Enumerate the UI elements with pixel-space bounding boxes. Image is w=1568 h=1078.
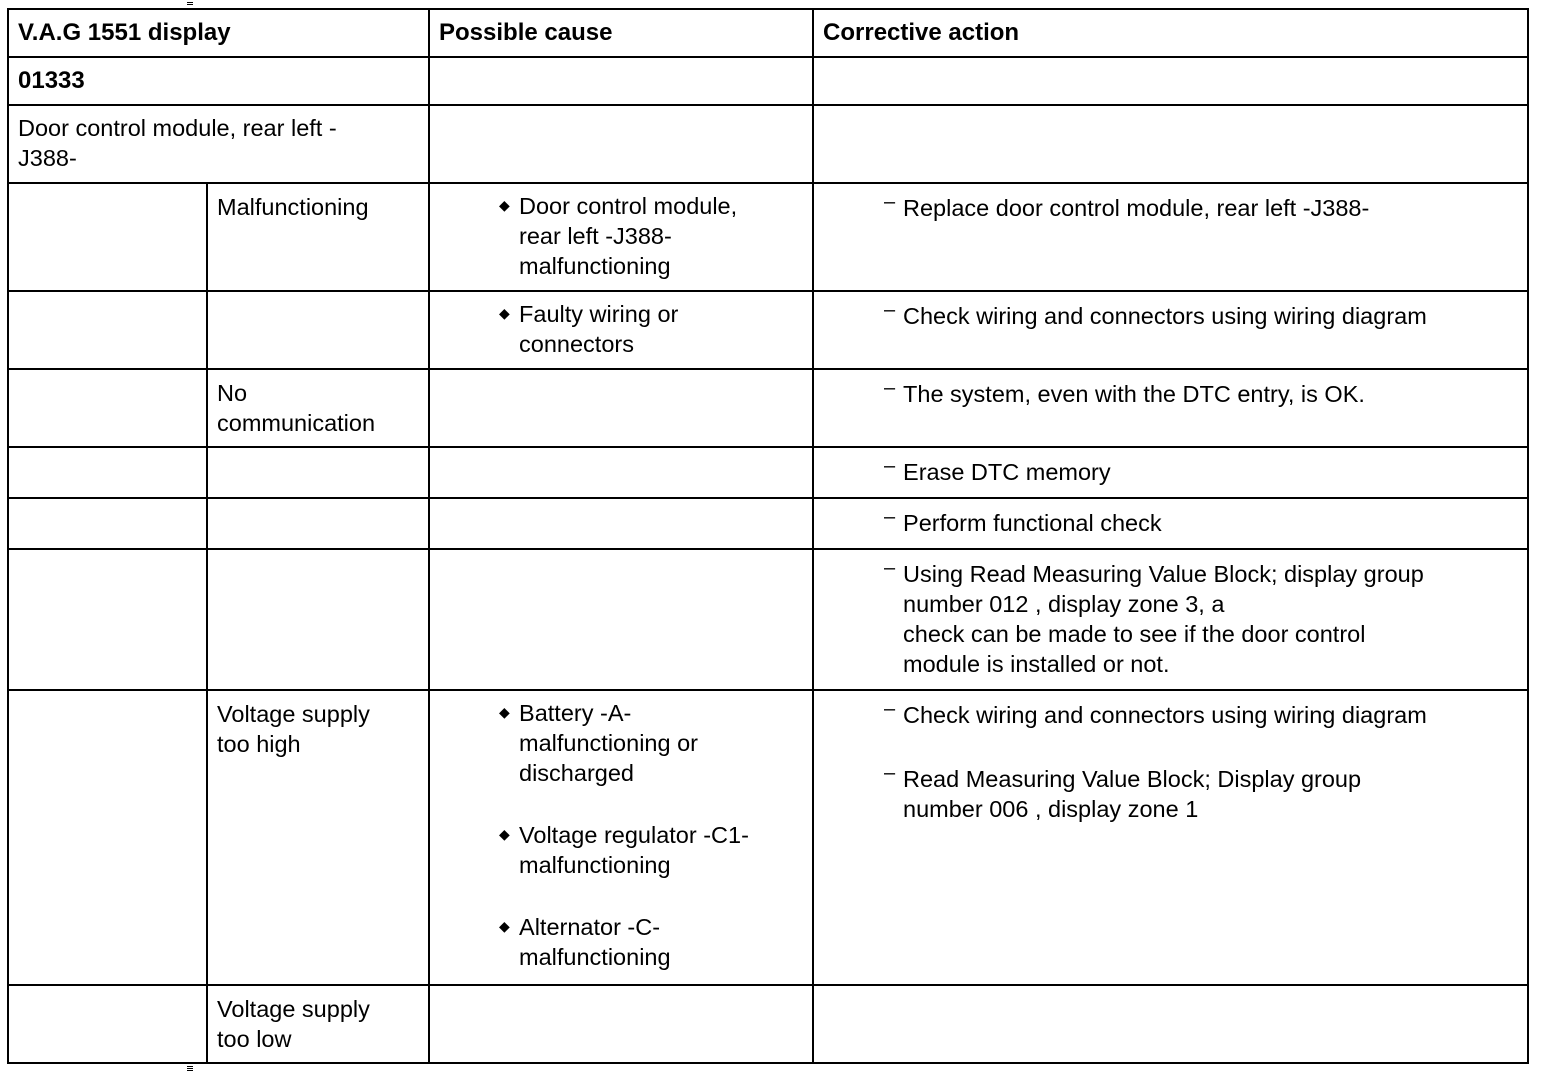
action-item	[884, 377, 1517, 409]
dash-icon: –	[884, 557, 896, 579]
empty-cell	[429, 498, 813, 549]
empty-cell	[207, 549, 429, 690]
action-item	[884, 557, 1517, 679]
symptom-label: Voltage supply too high	[217, 701, 370, 757]
header-action	[813, 9, 1528, 57]
dtc-code: 01333	[18, 67, 85, 94]
cause-item	[499, 299, 802, 359]
bullet-icon: ◆	[499, 704, 510, 720]
bottom-tick-mark	[187, 1066, 193, 1067]
action-text: Read Measuring Value Block; Display group number 006 , display zone 1	[903, 766, 1362, 822]
empty-cell	[429, 57, 813, 105]
top-tick-mark	[187, 4, 193, 5]
symptom-cell	[207, 369, 429, 447]
cause-text: Voltage regulator -C1- malfunctioning	[519, 822, 749, 878]
cause-text: Door control module, rear left -J388- malfunctioning	[519, 193, 738, 279]
table-row	[8, 447, 1528, 498]
cause-text: Battery -A- malfunctioning or discharged	[519, 700, 698, 786]
empty-cell	[8, 690, 207, 985]
cause-list	[430, 292, 812, 359]
table-row	[8, 291, 1528, 369]
code-row	[8, 57, 1528, 105]
action-list	[814, 691, 1527, 824]
header-cause	[429, 9, 813, 57]
action-list	[814, 550, 1527, 679]
action-item	[884, 698, 1517, 730]
module-cell	[8, 105, 429, 183]
dash-icon: –	[884, 762, 896, 784]
empty-cell	[429, 105, 813, 183]
cause-list	[430, 184, 812, 281]
table-row	[8, 690, 1528, 985]
bullet-icon: ◆	[499, 826, 510, 842]
header-display	[8, 9, 429, 57]
action-list	[814, 499, 1527, 538]
symptom-cell	[207, 985, 429, 1063]
empty-cell	[429, 369, 813, 447]
empty-cell	[813, 57, 1528, 105]
bottom-tick-mark	[187, 1068, 193, 1069]
action-text: Erase DTC memory	[903, 459, 1111, 485]
symptom-label: Malfunctioning	[217, 194, 369, 220]
cause-text: Faulty wiring or connectors	[519, 301, 679, 357]
bottom-tick-mark	[187, 1070, 193, 1071]
empty-cell	[8, 985, 207, 1063]
empty-cell	[207, 498, 429, 549]
action-cell	[813, 690, 1528, 985]
dtc-table	[7, 8, 1529, 1064]
dash-icon: –	[884, 299, 896, 321]
cause-list	[430, 691, 812, 972]
table-row	[8, 985, 1528, 1063]
header-cause-label: Possible cause	[439, 19, 613, 46]
empty-cell	[8, 369, 207, 447]
module-name: Door control module, rear left - J388-	[18, 115, 337, 171]
symptom-label: Voltage supply too low	[217, 996, 370, 1052]
action-item	[884, 191, 1517, 223]
dash-icon: –	[884, 191, 896, 213]
action-text: Replace door control module, rear left -J388-	[903, 195, 1370, 221]
action-list	[814, 448, 1527, 487]
empty-cell	[8, 498, 207, 549]
empty-cell	[813, 985, 1528, 1063]
dash-icon: –	[884, 698, 896, 720]
table-row	[8, 369, 1528, 447]
action-text: Using Read Measuring Value Block; display group number 012 , display zone 3, a check can be made to see if the door control module is installed or not.	[903, 561, 1424, 677]
empty-cell	[429, 985, 813, 1063]
symptom-cell	[207, 183, 429, 291]
action-cell	[813, 549, 1528, 690]
action-list	[814, 184, 1527, 223]
header-action-label: Corrective action	[823, 19, 1020, 46]
bullet-icon: ◆	[499, 305, 510, 321]
empty-cell	[429, 549, 813, 690]
header-row	[8, 9, 1528, 57]
top-tick-mark	[187, 2, 193, 3]
dash-icon: –	[884, 377, 896, 399]
cause-cell	[429, 183, 813, 291]
action-text: Check wiring and connectors using wiring diagram	[903, 702, 1427, 728]
bullet-icon: ◆	[499, 197, 510, 213]
empty-cell	[429, 447, 813, 498]
code-cell	[8, 57, 429, 105]
symptom-label: No communication	[217, 380, 376, 436]
cause-text: Alternator -C- malfunctioning	[519, 914, 671, 970]
action-list	[814, 292, 1527, 331]
table-row	[8, 498, 1528, 549]
empty-cell	[8, 549, 207, 690]
table-row	[8, 549, 1528, 690]
cause-item	[499, 698, 802, 788]
empty-cell	[8, 183, 207, 291]
action-text: Perform functional check	[903, 510, 1162, 536]
action-item	[884, 506, 1517, 538]
cause-cell	[429, 690, 813, 985]
action-list	[814, 370, 1527, 409]
header-display-label: V.A.G 1551 display	[18, 19, 231, 46]
empty-cell	[207, 447, 429, 498]
bullet-icon: ◆	[499, 918, 510, 934]
action-text: The system, even with the DTC entry, is OK.	[903, 381, 1365, 407]
action-cell	[813, 183, 1528, 291]
cause-item	[499, 912, 802, 972]
action-text: Check wiring and connectors using wiring diagram	[903, 303, 1427, 329]
action-item	[884, 762, 1517, 824]
cause-cell	[429, 291, 813, 369]
module-row	[8, 105, 1528, 183]
empty-cell	[8, 447, 207, 498]
dash-icon: –	[884, 506, 896, 528]
action-item	[884, 299, 1517, 331]
dash-icon: –	[884, 455, 896, 477]
empty-cell	[813, 105, 1528, 183]
cause-item	[499, 820, 802, 880]
action-item	[884, 455, 1517, 487]
table-row	[8, 183, 1528, 291]
action-cell	[813, 498, 1528, 549]
empty-cell	[8, 291, 207, 369]
empty-cell	[207, 291, 429, 369]
action-cell	[813, 291, 1528, 369]
action-cell	[813, 369, 1528, 447]
symptom-cell	[207, 690, 429, 985]
cause-item	[499, 191, 802, 281]
action-cell	[813, 447, 1528, 498]
